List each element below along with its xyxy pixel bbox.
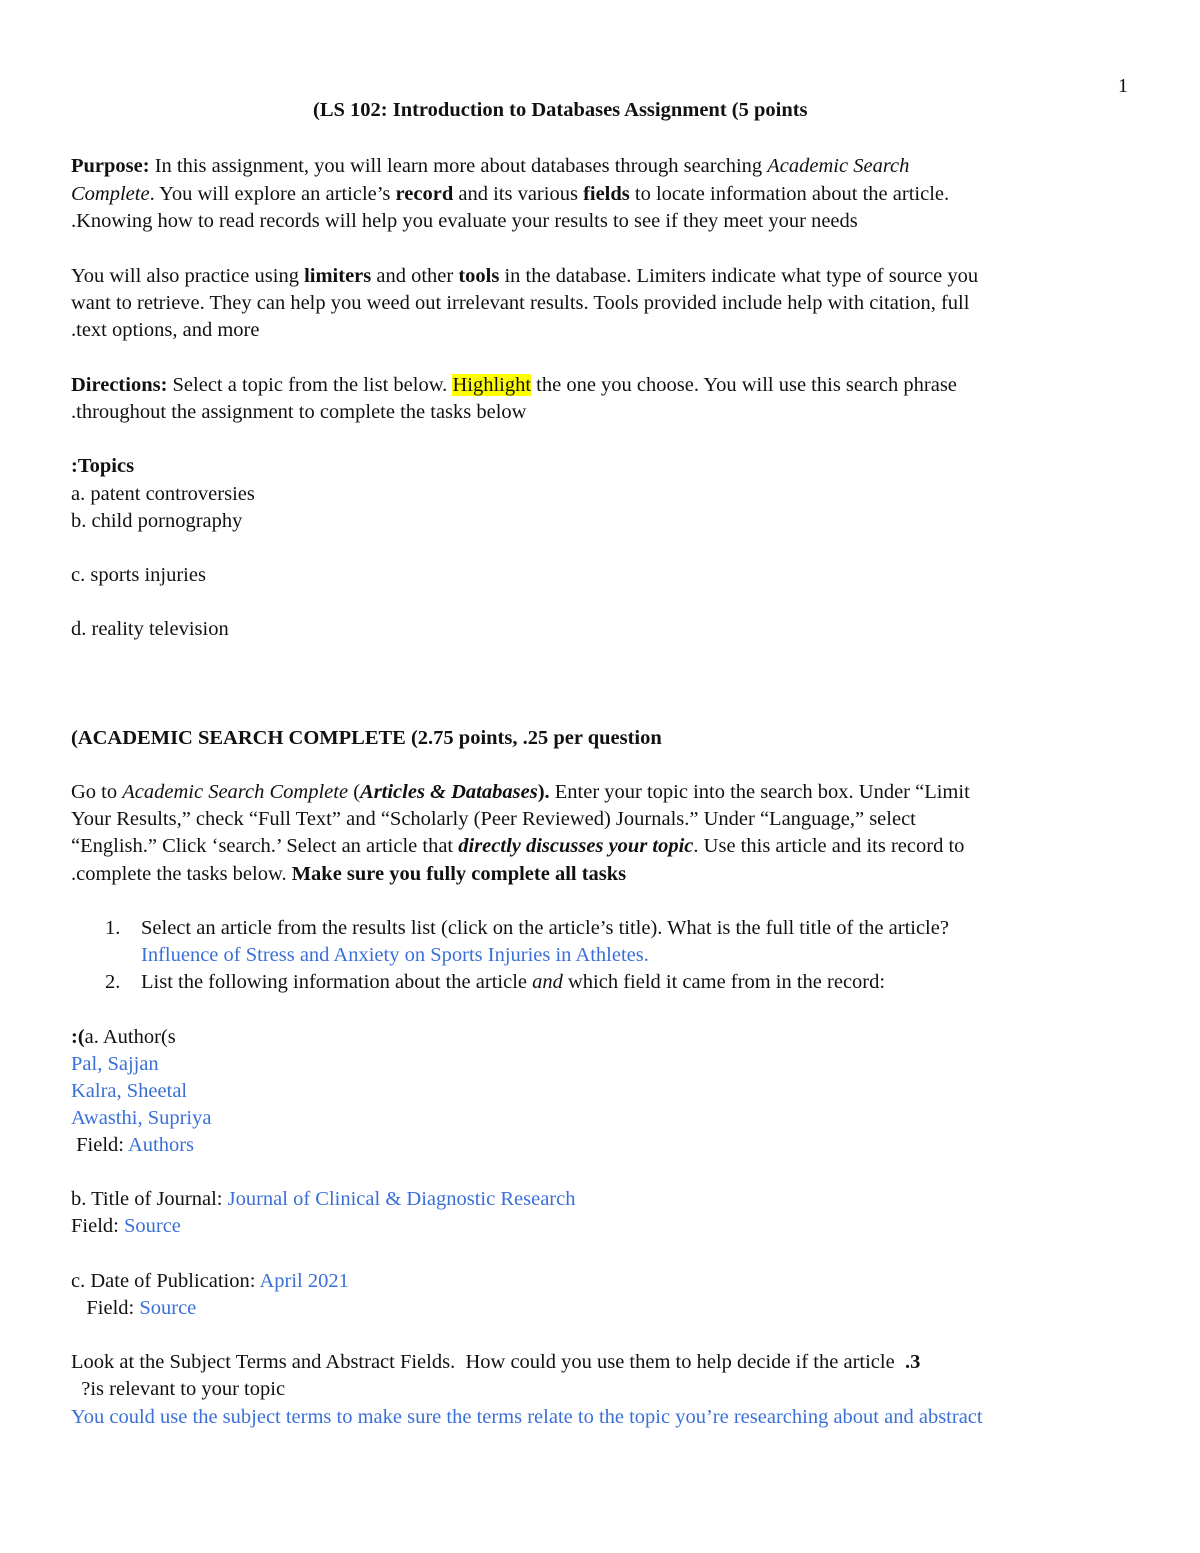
asc-text-5: .complete the tasks below.: [71, 863, 292, 885]
task-2-text-2: which field it came from in the record:: [562, 971, 886, 993]
asc-paren-close: ).: [537, 781, 550, 803]
asc-heading: (ACADEMIC SEARCH COMPLETE (2.75 points, .25 per question: [71, 727, 662, 749]
date-label: c. Date of Publication:: [71, 1270, 260, 1292]
limiters-line-3: .text options, and more: [71, 319, 260, 341]
directions-text: Select a topic from the list below.: [167, 374, 453, 396]
purpose-text-2: . You will explore an article’s: [149, 183, 396, 205]
directions-text-2: the one you choose. You will use this search phrase: [531, 374, 957, 396]
purpose-text-3: and its various: [453, 183, 584, 205]
asc-line-1: [71, 779, 970, 806]
asc-paren: (: [348, 781, 361, 803]
date-field: [71, 1295, 196, 1322]
limiters-text-2: and other: [371, 265, 459, 287]
limiters-text: You will also practice using: [71, 265, 305, 287]
question-3-answer: You could use the subject terms to make sure the terms relate to the topic you’re researching about and abstract: [71, 1406, 983, 1428]
author-name: Kalra, Sheetal: [71, 1080, 188, 1102]
page-number: 1: [1118, 75, 1128, 97]
limiters-term: limiters: [304, 265, 372, 287]
task-1: [105, 915, 949, 942]
fields-term: fields: [583, 183, 630, 205]
question-3-line-2: ?is relevant to your topic: [71, 1378, 286, 1400]
articles-databases-term: Articles & Databases: [360, 781, 538, 803]
directly-discusses-term: directly discusses your topic: [458, 835, 694, 857]
field-label: Field:: [71, 1215, 124, 1237]
complete-all-tasks-term: Make sure you fully complete all tasks: [291, 863, 627, 885]
author-name: Pal, Sajjan: [71, 1053, 159, 1075]
purpose-italic: Academic Search: [767, 155, 910, 177]
topic-d: d. reality television: [71, 618, 229, 640]
task-2-number: 2.: [105, 971, 121, 993]
directions-line-1: [71, 372, 957, 399]
purpose-text-4: to locate information about the article.: [629, 183, 950, 205]
asc-line-2: Your Results,” check “Full Text” and “Scholarly (Peer Reviewed) Journals.” Under “Language,” select: [71, 808, 916, 830]
purpose-text: In this assignment, you will learn more about databases through searching: [149, 155, 768, 177]
purpose-line-3: .Knowing how to read records will help you evaluate your results to see if they meet your needs: [71, 210, 858, 232]
purpose-line-1: [71, 153, 909, 180]
topic-c: c. sports injuries: [71, 564, 206, 586]
author-name: Awasthi, Supriya: [71, 1107, 212, 1129]
asc-italic: Academic Search Complete: [122, 781, 349, 803]
date-line: [71, 1268, 349, 1295]
limiters-text-3: in the database. Limiters indicate what type of source you: [499, 265, 979, 287]
topic-a: a. patent controversies: [71, 483, 255, 505]
authors-field: [71, 1132, 194, 1159]
field-value: Source: [123, 1215, 181, 1237]
field-value: Authors: [127, 1134, 195, 1156]
page-title: (LS 102: Introduction to Databases Assignment (5 points: [313, 99, 808, 121]
limiters-line-1: [71, 263, 978, 290]
task-1-number: 1.: [105, 917, 121, 939]
journal-label: b. Title of Journal:: [71, 1188, 228, 1210]
asc-text-4: . Use this article and its record to: [693, 835, 965, 857]
task-2: [105, 969, 885, 996]
limiters-line-2: want to retrieve. They can help you weed out irrelevant results. Tools provided include help with citation, full: [71, 292, 970, 314]
purpose-label: Purpose:: [71, 155, 150, 177]
question-3-line-1: [71, 1349, 920, 1376]
authors-label-text: a. Author(s: [84, 1026, 176, 1048]
topics-heading: :Topics: [71, 455, 135, 477]
tools-term: tools: [458, 265, 500, 287]
task-2-italic: and: [532, 971, 563, 993]
asc-text-3: “English.” Click ‘search.’ Select an article that: [71, 835, 459, 857]
asc-line-3: [71, 833, 964, 860]
task-2-text: List the following information about the article: [141, 971, 533, 993]
field-value: Source: [139, 1297, 197, 1319]
question-3-number: .3: [894, 1351, 921, 1373]
record-term: record: [395, 183, 454, 205]
date-value: April 2021: [259, 1270, 349, 1292]
journal-value: Journal of Clinical & Diagnostic Research: [227, 1188, 576, 1210]
task-1-answer: Influence of Stress and Anxiety on Sports Injuries in Athletes.: [141, 944, 649, 966]
authors-label-marks: :(: [71, 1026, 85, 1048]
authors-label: [71, 1024, 176, 1051]
journal-line: [71, 1186, 575, 1213]
directions-line-2: .throughout the assignment to complete the tasks below: [71, 401, 527, 423]
purpose-line-2: [71, 181, 949, 208]
journal-field: [71, 1213, 181, 1240]
asc-text: Go to: [71, 781, 123, 803]
purpose-italic-2: Complete: [71, 183, 150, 205]
field-label: Field:: [71, 1297, 140, 1319]
question-3-text: Look at the Subject Terms and Abstract Fields. How could you use them to help decide if the article: [71, 1351, 895, 1373]
topic-b: b. child pornography: [71, 510, 243, 532]
highlight-word: Highlight: [452, 374, 532, 396]
task-1-text: Select an article from the results list (click on the article’s title). What is the full title of the article?: [141, 917, 949, 939]
asc-line-4: [71, 861, 626, 888]
field-label: Field:: [71, 1134, 128, 1156]
asc-text-2: Enter your topic into the search box. Under “Limit: [549, 781, 970, 803]
directions-label: Directions:: [71, 374, 168, 396]
